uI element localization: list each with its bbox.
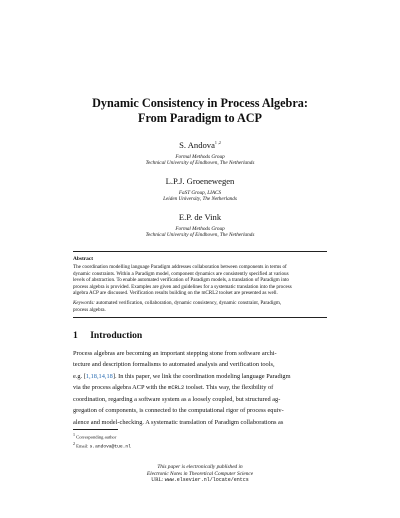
citation-link[interactable]: 1,18,14,18	[85, 372, 113, 380]
keywords-list: automated verification, collaboration, dynamic consistency, dynamic constraint, Paradigm,	[94, 300, 282, 306]
tool-name: mCRL2	[168, 384, 185, 391]
introduction-paragraph	[73, 348, 327, 428]
section-heading	[73, 330, 142, 341]
footnote-2: 2 Email: s.andova@tue.nl	[73, 440, 131, 450]
body-line: via the process algebra ACP with the mCRL2 toolset. This way, the flexibility of	[73, 383, 274, 391]
body-line: e.g. [1,18,14,18]. In this paper, we link the coordination modeling language Paradigm	[73, 372, 291, 380]
author-2-affiliation-1: FaST Group, LIACS	[178, 190, 222, 196]
author-3-affiliation-1: Formal Methods Group	[175, 226, 225, 232]
keywords-label: Keywords:	[73, 300, 95, 306]
paper-title-line-2: From Paradigm to ACP	[138, 111, 262, 125]
footnote-1: 1 Corresponding author	[73, 432, 117, 440]
author-1-affiliation-1: Formal Methods Group	[175, 154, 225, 160]
body-line: Process algebras are becoming an important stepping stone from software archi-	[73, 350, 277, 357]
footnotes	[73, 432, 327, 450]
publication-line-3: URL: www.elsevier.nl/locate/entcs	[151, 477, 249, 483]
abstract-top-rule	[73, 251, 327, 252]
paper-title-line-1: Dynamic Consistency in Process Algebra:	[92, 96, 308, 110]
entcs-url-link[interactable]: www.elsevier.nl/locate/entcs	[164, 477, 249, 483]
body-line: gregation of components, is connected to the computational rigor of process equiv-	[73, 407, 284, 415]
author-1-affiliation-2: Technical University of Eindhoven, The Netherlands	[145, 160, 255, 166]
author-1	[0, 140, 400, 150]
keywords-list-continued: process algebra.	[73, 306, 106, 313]
author-name: S. Andova	[179, 140, 215, 150]
author-3: E.P. de Vink	[178, 212, 222, 222]
author-3-affiliation-2: Technical University of Eindhoven, The Netherlands	[145, 232, 255, 238]
author-2-affiliation-2: Leiden University, The Netherlands	[163, 196, 237, 202]
abstract-line: The coordination modelling language Paradigm addresses collaboration between components in terms of	[73, 264, 287, 270]
publication-line-1: This paper is electronically published in	[157, 464, 243, 470]
abstract-line: levels of abstraction. To enable automated verification of Paradigm models, a translation of Paradigm into	[73, 277, 289, 283]
abstract-text	[73, 264, 327, 297]
abstract-bottom-rule	[73, 317, 327, 318]
publication-line-2: Electronic Notes in Theoretical Computer Science	[146, 470, 254, 477]
body-line: tecture and description formalisms to automated analysis and verification tools,	[73, 361, 275, 369]
email-address[interactable]: s.andova@tue.nl	[89, 444, 131, 450]
section-title: Introduction	[90, 330, 143, 341]
abstract-line: dynamic constraints. Within a Paradigm model, component dynamics are consistently specified at various	[73, 270, 289, 277]
section-number: 1	[73, 330, 78, 341]
author-footnote-marks: 1 ,2	[214, 140, 221, 146]
abstract-heading: Abstract	[73, 256, 94, 262]
body-line: coordination, regarding a software system as a loosely coupled, but structured ag-	[73, 396, 281, 404]
abstract-line: algebra ACP are discussed. Verification results building on the mCRL2 toolset are presented as well.	[73, 290, 278, 296]
abstract-line: process algebra is provided. Examples are given and guidelines for a systematic translation into the process	[73, 283, 292, 290]
keywords	[73, 300, 327, 313]
footnote-rule	[73, 429, 118, 430]
body-line: alence and model-checking. A systematic translation of Paradigm collaborations as	[73, 418, 284, 426]
author-2: L.P.J. Groenewegen	[165, 176, 235, 186]
publication-note	[0, 464, 400, 484]
